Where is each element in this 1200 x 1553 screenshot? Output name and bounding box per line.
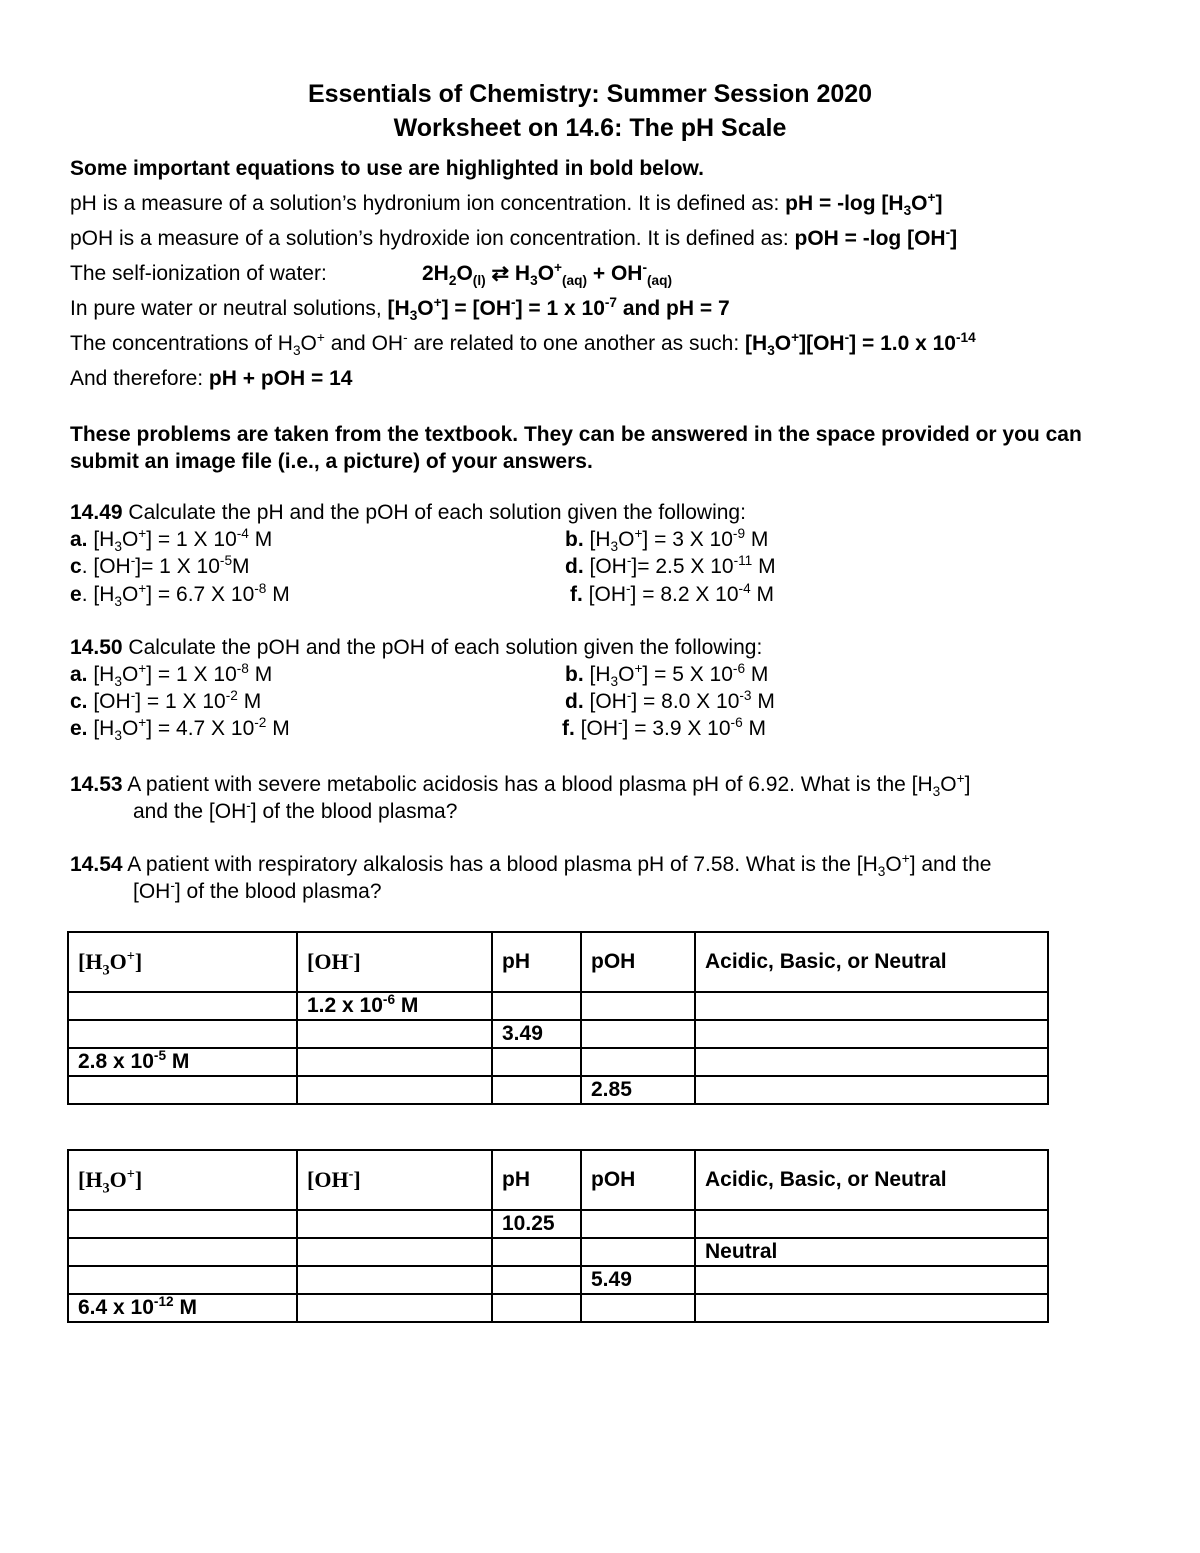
problem-text: A patient with respiratory alkalosis has a blood plasma pH of 7.58. What is the [H	[122, 853, 878, 876]
cell-oh[interactable]	[297, 1266, 492, 1294]
self-ionization-equation: $2H_2O_{(l)}$ ⇄ $H_3O^+_{(aq)} + OH^-_{(aq)}$	[422, 260, 673, 289]
pure-water-equation: $[H_3O^+] = [OH^-] = 1$ x $10^{-7}$ and pH = 7	[387, 295, 730, 324]
poh-equation: pOH = -log [OH-]	[794, 225, 958, 250]
instructions: These problems are taken from the textbook. They can be answered in the space provided or you can submit an image file (i.e., a picture) of your answers.	[70, 423, 1082, 473]
cell-unit: M	[166, 1050, 190, 1073]
cell-unit: M	[395, 994, 419, 1017]
problem-text-2: and the [OH	[133, 800, 247, 823]
problem-text-2b: ] of the blood plasma?	[174, 880, 382, 903]
table-row	[68, 1238, 1048, 1266]
item-label: d.	[565, 555, 584, 578]
header-poh: pOH	[581, 932, 695, 992]
cell-h3o[interactable]	[68, 992, 297, 1020]
cell-ph[interactable]	[492, 1294, 581, 1322]
cell-poh[interactable]	[581, 1076, 695, 1104]
pure-water-text: In pure water or neutral solutions,	[70, 297, 388, 320]
cell-ph[interactable]	[492, 1210, 581, 1238]
table-row	[68, 992, 1048, 1020]
cell-value: 3.49	[502, 1022, 543, 1045]
problem-text-2b: ] of the blood plasma?	[250, 800, 458, 823]
cell-ph[interactable]	[492, 1238, 581, 1266]
page-subtitle: Worksheet on 14.6: The pH Scale	[393, 114, 787, 142]
cell-acid-base[interactable]	[695, 1238, 1048, 1266]
problem-14-53: 14.53 A patient with severe metabolic acidosis has a blood plasma pH of 6.92. What is the $[H_3O^+]$	[70, 771, 971, 800]
table-header-row	[68, 932, 1048, 992]
cell-poh[interactable]	[581, 1294, 695, 1322]
cell-acid-base[interactable]	[695, 1020, 1048, 1048]
cell-h3o[interactable]	[68, 1048, 297, 1076]
concentration-relation: The concentrations of $H_3O^+$ and OH- are related to one another as such: $[H_3O^+][OH^-] = 1.0$ x $10^{-14}$	[70, 330, 976, 359]
header-acid-base: Acidic, Basic, or Neutral	[695, 1150, 1048, 1210]
p1449-item-c: c. [OH-]= 1 X $10^{-5}M$	[70, 553, 250, 578]
cell-acid-base[interactable]	[695, 1294, 1048, 1322]
table-row	[68, 1266, 1048, 1294]
p1450-item-f: f. [OH-] = 3.9 X $10^{-6}$ M	[562, 715, 767, 740]
item-label: e	[70, 583, 82, 606]
cell-ph[interactable]	[492, 1076, 581, 1104]
ph-definition	[70, 191, 942, 217]
table-row	[68, 1020, 1048, 1048]
cell-exponent: -6	[382, 992, 396, 1007]
problem-14-53-line2: and the [OH-] of the blood plasma?	[133, 798, 458, 823]
problem-number: 14.53	[70, 773, 123, 796]
p1450-item-e: e. $[H_3O^+] = 4.7$ X $10^{-2}$ M	[70, 715, 290, 744]
problem-14-54: 14.54 A patient with respiratory alkalosis has a blood plasma pH of 7.58. What is the $[H_3O^+]$ and the	[70, 851, 992, 880]
p1450-item-b: b. $[H_3O^+] = 5$ X $10^{-6}$ M	[565, 661, 769, 690]
relation-text-3: are related to one another as such:	[407, 332, 746, 355]
therefore-text: And therefore:	[70, 367, 209, 390]
relation-text-2: and OH	[324, 332, 404, 355]
problem-number: 14.49	[70, 501, 123, 524]
cell-acid-base[interactable]	[695, 1048, 1048, 1076]
therefore-equation: pH + pOH = 14	[208, 367, 353, 390]
header-h3o: $[H_3O^+]$	[68, 932, 297, 992]
header-oh: [OH-]	[297, 1150, 492, 1210]
cell-acid-base[interactable]	[695, 1210, 1048, 1238]
cell-unit: M	[173, 1296, 197, 1319]
cell-oh[interactable]	[297, 1294, 492, 1322]
cell-poh[interactable]	[581, 1266, 695, 1294]
intro-note: Some important equations to use are highlighted in bold below.	[70, 157, 704, 180]
p1450-item-c: c. [OH-] = 1 X $10^{-2}$ M	[70, 688, 262, 713]
header-ph: pH	[492, 932, 581, 992]
cell-value: 2.85	[591, 1078, 632, 1101]
cell-oh[interactable]	[297, 992, 492, 1020]
p1449-item-b: b. $[H_3O^+] = 3$ X $10^{-9}$ M	[565, 526, 769, 555]
answer-table-1	[67, 931, 1049, 1105]
p1449-item-d: d. [OH-]= 2.5 X $10^{-11}$ M	[565, 553, 776, 578]
item-label: a.	[70, 528, 88, 551]
self-ionization-text: The self-ionization of water:	[70, 262, 327, 285]
problem-text-cont: ] and the	[909, 853, 992, 876]
cell-acid-base[interactable]	[695, 992, 1048, 1020]
cell-poh[interactable]	[581, 1020, 695, 1048]
cell-acid-base[interactable]	[695, 1076, 1048, 1104]
table-row	[68, 1294, 1048, 1322]
page-title: Essentials of Chemistry: Summer Session 2020	[307, 80, 873, 108]
problem-text: A patient with severe metabolic acidosis has a blood plasma pH of 6.92. What is the [H	[122, 773, 933, 796]
poh-definition	[70, 226, 957, 252]
cell-value: Neutral	[705, 1240, 778, 1263]
cell-h3o[interactable]	[68, 1266, 297, 1294]
therefore-line	[70, 366, 352, 392]
poh-definition-text: pOH is a measure of a solution’s hydroxide ion concentration. It is defined as:	[70, 227, 795, 250]
cell-poh[interactable]	[581, 992, 695, 1020]
cell-poh[interactable]	[581, 1210, 695, 1238]
problem-text: Calculate the pH and the pOH of each solution given the following:	[122, 501, 746, 524]
cell-oh[interactable]	[297, 1076, 492, 1104]
cell-oh[interactable]	[297, 1048, 492, 1076]
ph-definition-text: pH is a measure of a solution’s hydronium ion concentration. It is defined as:	[70, 192, 786, 215]
item-label: c.	[70, 690, 88, 713]
cell-exponent: -12	[153, 1294, 174, 1309]
cell-h3o[interactable]	[68, 1210, 297, 1238]
cell-exponent: -5	[153, 1048, 167, 1063]
problem-14-49	[70, 500, 746, 526]
answer-table-2	[67, 1149, 1049, 1323]
cell-value: 1.2 x 10	[307, 994, 383, 1017]
header-h3o: $[H_3O^+]$	[68, 1150, 297, 1210]
cell-oh[interactable]	[297, 1210, 492, 1238]
table-row	[68, 1210, 1048, 1238]
problem-text-2: [OH	[133, 880, 171, 903]
item-label: c	[70, 555, 82, 578]
table-row	[68, 1076, 1048, 1104]
header-ph: pH	[492, 1150, 581, 1210]
cell-ph[interactable]	[492, 1266, 581, 1294]
cell-h3o[interactable]	[68, 1020, 297, 1048]
cell-h3o[interactable]	[68, 1294, 297, 1322]
problem-14-50	[70, 635, 762, 661]
cell-oh[interactable]	[297, 1238, 492, 1266]
item-label: d.	[565, 690, 584, 713]
header-oh: [OH-]	[297, 932, 492, 992]
p1449-item-e: e. $[H_3O^+] = 6.7$ X $10^{-8}$ M	[70, 581, 290, 610]
p1450-item-a: a. $[H_3O^+] = 1$ X $10^{-8}$ M	[70, 661, 273, 690]
p1449-item-f: f. [OH-] = 8.2 X $10^{-4}$ M	[570, 581, 775, 606]
cell-ph[interactable]	[492, 1020, 581, 1048]
pure-water	[70, 296, 730, 322]
problem-14-54-line2: [OH-] of the blood plasma?	[133, 878, 382, 903]
item-label: f.	[562, 717, 575, 740]
cell-poh[interactable]	[581, 1048, 695, 1076]
item-label: f.	[570, 583, 583, 606]
problem-number: 14.50	[70, 636, 123, 659]
cell-oh[interactable]	[297, 1020, 492, 1048]
kw-equation: $[H_3O^+][OH^-] = 1.0$ x $10^{-14}$	[745, 330, 976, 359]
table-row	[68, 1048, 1048, 1076]
self-ionization	[70, 260, 673, 289]
item-label: e.	[70, 717, 88, 740]
table-header-row	[68, 1150, 1048, 1210]
problem-number: 14.54	[70, 853, 123, 876]
cell-ph[interactable]	[492, 992, 581, 1020]
cell-h3o[interactable]	[68, 1076, 297, 1104]
cell-value: 2.8 x 10	[78, 1050, 154, 1073]
header-acid-base: Acidic, Basic, or Neutral	[695, 932, 1048, 992]
cell-ph[interactable]	[492, 1048, 581, 1076]
cell-value: 6.4 x 10	[78, 1296, 154, 1319]
header-poh: pOH	[581, 1150, 695, 1210]
cell-poh[interactable]	[581, 1238, 695, 1266]
item-label: a.	[70, 663, 88, 686]
cell-h3o[interactable]	[68, 1238, 297, 1266]
p1450-item-d: d. [OH-] = 8.0 X $10^{-3}$ M	[565, 688, 775, 713]
cell-value: 10.25	[502, 1212, 555, 1235]
cell-value: 5.49	[591, 1268, 632, 1291]
problem-text-cont: ]	[964, 773, 971, 796]
item-label: b.	[565, 663, 584, 686]
ph-equation: pH = -log $[H_3O^+]$	[785, 190, 943, 219]
relation-text: The concentrations of H	[70, 332, 293, 355]
p1449-item-a: a. $[H_3O^+] = 1$ X $10^{-4}$ M	[70, 526, 273, 555]
item-label: b.	[565, 528, 584, 551]
cell-acid-base[interactable]	[695, 1266, 1048, 1294]
problem-text: Calculate the pOH and the pOH of each solution given the following:	[122, 636, 763, 659]
